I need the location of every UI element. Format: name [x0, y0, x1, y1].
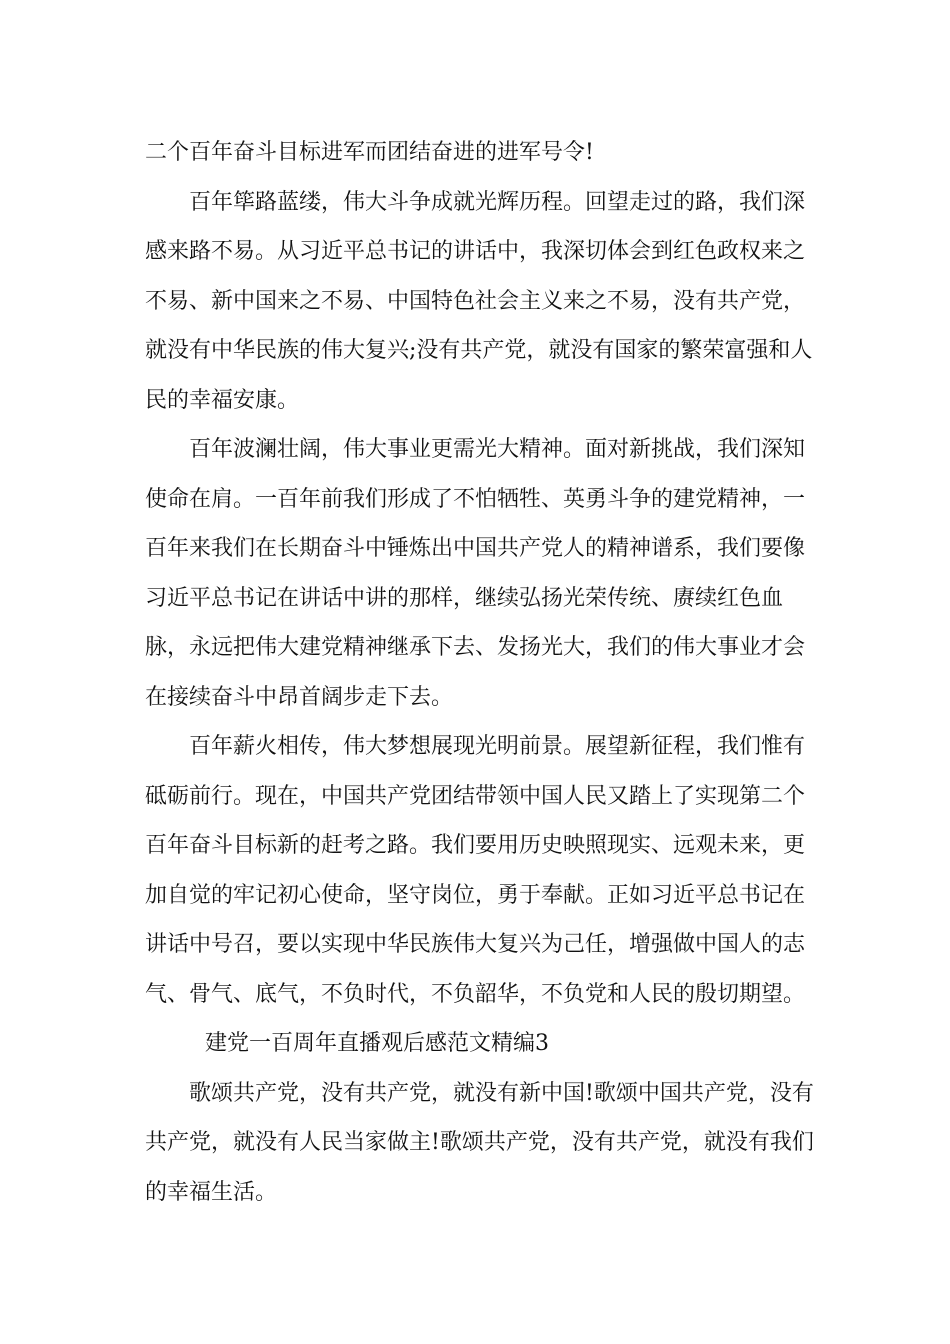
section-heading: 建党一百周年直播观后感范文精编3 — [205, 1031, 549, 1056]
paragraph-bright-future-text: 百年薪火相传，伟大梦想展现光明前景。展望新征程，我们惟有砥砺前行。现在，中国共产党团结带领中国人民又踏上了实现第二个百年奋斗目标新的赶考之路。我们要用历史映照现实、远观未来，更加自觉的牢记初心使命，坚守岗位，勇于奉献。正如习近平总书记在讲话中号召，要以实现中华民族伟大复兴为己任，增强做中国人的志气、骨气、底气，不负时代，不负韶华，不负党和人民的殷切期望。 — [145, 734, 806, 1007]
document-body — [145, 128, 825, 1217]
paragraph-praise-party: 歌颂共产党，没有共产党，就没有新中国!歌颂中国共产党，没有共产党，就没有人民当家做主!歌颂共产党，没有共产党，就没有我们的幸福生活。 — [145, 1080, 814, 1205]
paragraph-continuation: 二个百年奋斗目标进军而团结奋进的进军号令! — [145, 140, 594, 165]
paragraph-history-road: 百年筚路蓝缕，伟大斗争成就光辉历程。回望走过的路，我们深感来路不易。从习近平总书记的讲话中，我深切体会到红色政权来之不易、新中国来之不易、中国特色社会主义来之不易，没有共产党，就没有中华民族的伟大复兴;没有共产党，就没有国家的繁荣富强和人民的幸福安康。 — [145, 189, 813, 413]
paragraph-bright-future — [145, 722, 825, 1069]
paragraph-great-spirit: 百年波澜壮阔，伟大事业更需光大精神。面对新挑战，我们深知使命在肩。一百年前我们形成了不怕牺牲、英勇斗争的建党精神，一百年来我们在长期奋斗中锤炼出中国共产党人的精神谱系，我们要像习近平总书记在讲话中讲的那样，继续弘扬光荣传统、赓续红色血脉，永远把伟大建党精神继承下去、发扬光大，我们的伟大事业才会在接续奋斗中昂首阔步走下去。 — [145, 437, 806, 710]
